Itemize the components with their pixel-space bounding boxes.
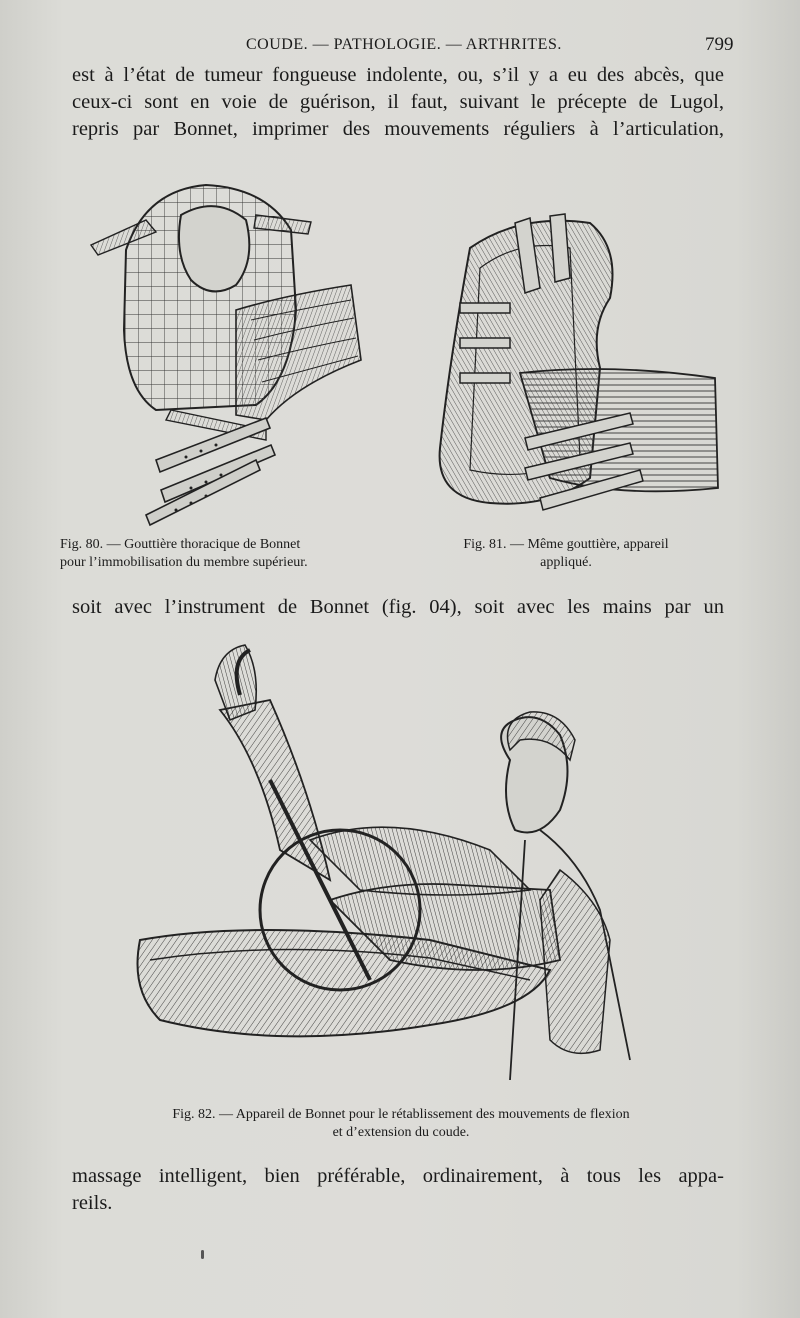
caption-line: Fig. 81. — Même gouttière, appareil xyxy=(463,537,669,552)
paragraph-bottom xyxy=(72,1163,724,1217)
caption-line: Fig. 82. — Appareil de Bonnet pour le rétablissement des mouvements de flexion xyxy=(172,1107,630,1122)
caption-line: appliqué. xyxy=(540,555,592,570)
running-title: COUDE. — PATHOLOGIE. — ARTHRITES. xyxy=(246,36,562,53)
figure-80-illustration xyxy=(86,160,386,530)
text-line: est à l’état de tumeur fongueuse indolente, ou, s’il y a eu des abcès, que xyxy=(72,64,724,86)
figure-80-caption xyxy=(60,536,392,572)
text-line: soit avec l’instrument de Bonnet (fig. 04), soit avec les mains par un xyxy=(72,596,724,618)
text-line: repris par Bonnet, imprimer des mouvements réguliers à l’articulation, xyxy=(72,118,724,140)
figure-81-caption xyxy=(441,536,691,572)
ink-speck xyxy=(201,1250,204,1259)
paragraph-middle xyxy=(72,594,724,621)
figure-82-caption xyxy=(96,1106,706,1142)
text-line: reils. xyxy=(72,1192,113,1214)
figure-81-illustration xyxy=(430,208,730,518)
bonnet-apparatus-engraving xyxy=(130,640,640,1100)
thoracic-splint-engraving xyxy=(86,160,386,530)
paragraph-top xyxy=(72,62,724,143)
caption-line: pour l’immobilisation du membre supérieur. xyxy=(60,555,308,570)
page-number: 799 xyxy=(705,34,734,55)
caption-line: Fig. 80. — Gouttière thoracique de Bonnet xyxy=(60,537,301,552)
caption-line: et d’extension du coude. xyxy=(332,1125,470,1140)
text-line: massage intelligent, bien préférable, ordinairement, à tous les appa- xyxy=(72,1165,724,1187)
figure-82-illustration xyxy=(130,640,640,1100)
page-header xyxy=(0,34,800,58)
applied-splint-engraving xyxy=(430,208,730,518)
text-line: ceux-ci sont en voie de guérison, il faut, suivant le précepte de Lugol, xyxy=(72,91,724,113)
